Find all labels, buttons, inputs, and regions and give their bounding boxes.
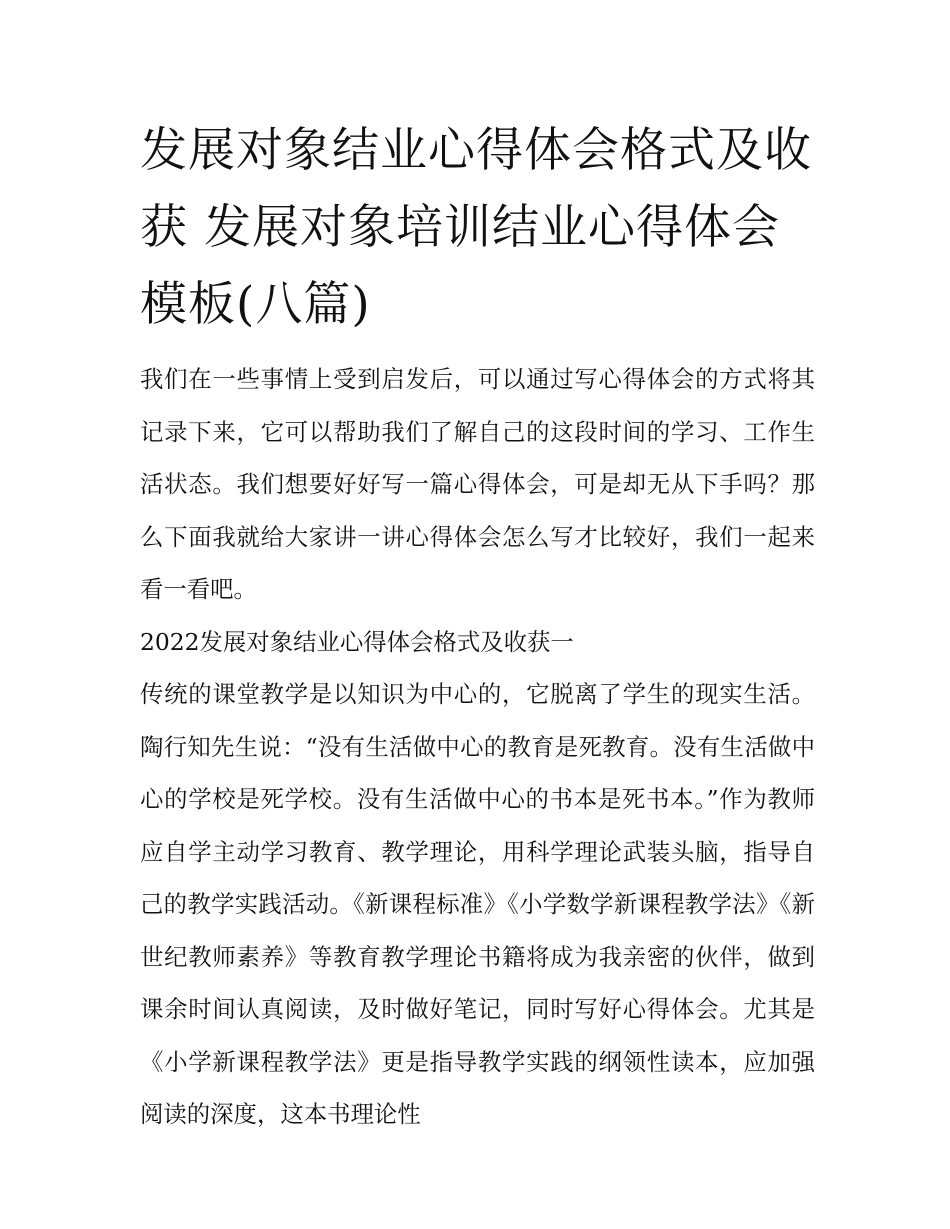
body-paragraph: 传统的课堂教学是以知识为中心的，它脱离了学生的现实生活。陶行知先生说：“没有生活做中心的教育是死教育。没有生活做中心的学校是死学校。没有生活做中心的书本是死书本。”作为教师应自学主动学习教育、教学理论，用科学理论武装头脑，指导自己的教学实践活动。《新课程标准》《小学数学新课程教学法》《新世纪教师素养》等教育教学理论书籍将成为我亲密的伙伴，做到课余时间认真阅读，及时做好笔记，同时写好心得体会。尤其是《小学新课程教学法》更是指导教学实践的纲领性读本，应加强阅读的深度，这本书理论性 [140, 680, 815, 1128]
section-heading: 2022发展对象结业心得体会格式及收获一 [140, 627, 574, 656]
intro-paragraph: 我们在一些事情上受到启发后，可以通过写心得体会的方式将其记录下来，它可以帮助我们了解自己的这段时间的学习、工作生活状态。我们想要好好写一篇心得体会，可是却无从下手吗？那么下面我就给大家讲一讲心得体会怎么写才比较好，我们一起来看一看吧。 [140, 365, 815, 603]
document-content [140, 112, 815, 1141]
document-title: 发展对象结业心得体会格式及收获 发展对象培训结业心得体会模板(八篇) [140, 123, 812, 332]
